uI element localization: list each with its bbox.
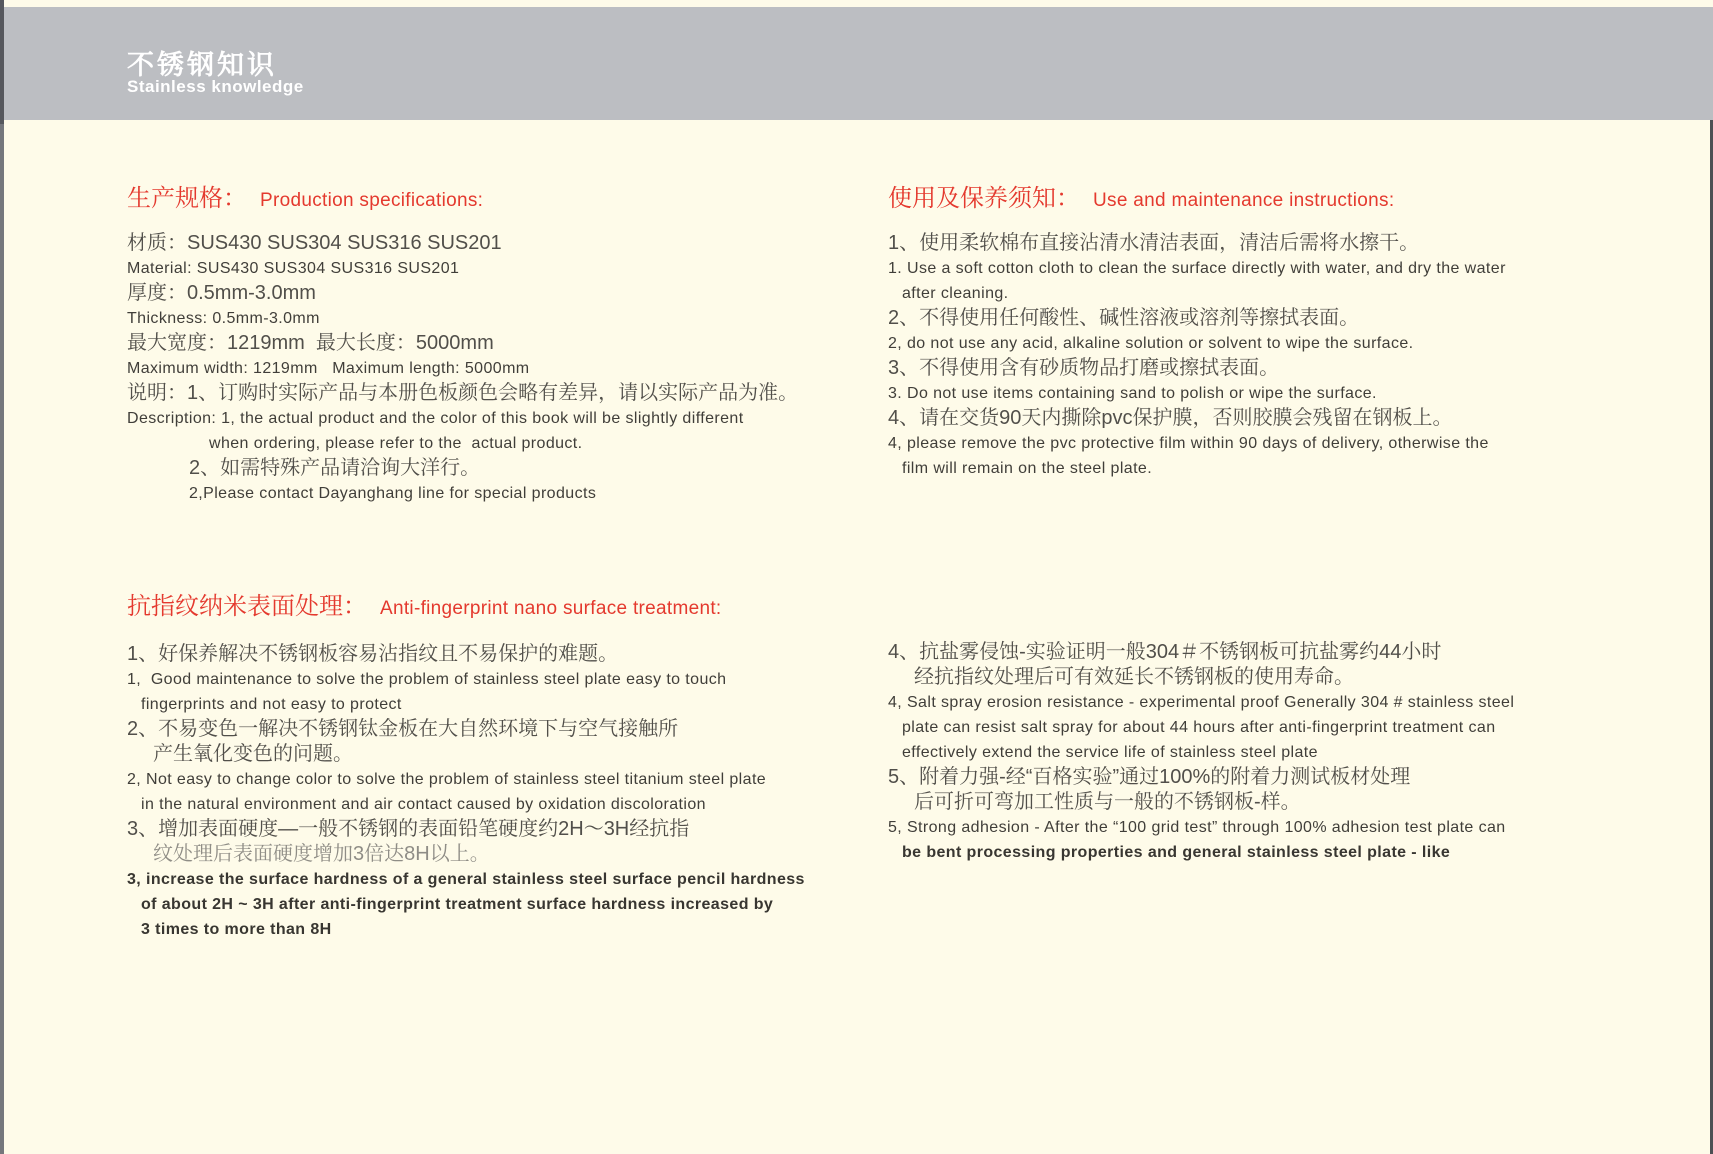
text-line: 3、不得使用含有砂质物品打磨或擦拭表面。 [888,357,1280,379]
section-production-specifications [127,184,798,506]
text-line: 1、好保养解决不锈钢板容易沾指纹且不易保护的难题。 [127,643,619,665]
text-line: film will remain on the steel plate. [902,460,1153,477]
section-use-maintenance [888,184,1506,481]
text-line: 产生氧化变色的问题。 [153,743,353,765]
text-line: Maximum width: 1219mm Maximum length: 5000mm [127,360,530,377]
text-line: 4、请在交货90天内撕除pvc保护膜，否则胶膜会残留在钢板上。 [888,407,1453,429]
text-line: in the natural environment and air contact caused by oxidation discoloration [141,796,706,813]
text-line: of about 2H ~ 3H after anti-fingerprint treatment surface hardness increased by [141,896,774,913]
text-line: 厚度：0.5mm-3.0mm [127,282,316,304]
page-header [4,7,1713,120]
text-line: 最大宽度：1219mm 最大长度：5000mm [127,332,494,354]
text-line: after cleaning. [902,285,1009,302]
text-line: 1. Use a soft cotton cloth to clean the surface directly with water, and dry the water [888,260,1506,277]
section-heading-zh: 使用及保养须知： [888,185,1080,212]
section-heading-en: Anti-fingerprint nano surface treatment: [380,598,722,619]
section-heading-zh: 抗指纹纳米表面处理： [127,593,367,620]
text-line: fingerprints and not easy to protect [141,696,402,713]
text-line: Material: SUS430 SUS304 SUS316 SUS201 [127,260,460,277]
text-line: Thickness: 0.5mm-3.0mm [127,310,320,327]
text-line: plate can resist salt spray for about 44 hours after anti-fingerprint treatment can [902,719,1496,736]
text-line: 1、使用柔软棉布直接沾清水清洁表面，清洁后需将水擦干。 [888,232,1420,254]
text-line: when ordering, please refer to the actual product. [209,435,583,452]
header-title-zh: 不锈钢知识 [127,50,277,80]
section-heading-zh: 生产规格： [127,185,247,212]
section-body [888,231,1506,481]
text-line: Description: 1, the actual product and the color of this book will be slightly different [127,410,744,427]
text-line: 5, Strong adhesion - After the “100 grid test” through 100% adhesion test plate can [888,819,1506,836]
text-line: effectively extend the service life of stainless steel plate [902,744,1318,761]
section-body [127,642,805,942]
text-line: 3. Do not use items containing sand to polish or wipe the surface. [888,385,1377,402]
text-line: be bent processing properties and general stainless steel plate - like [902,844,1451,861]
text-line: 3、增加表面硬度—一般不锈钢的表面铅笔硬度约2H～3H经抗指 [127,818,690,840]
section-anti-fingerprint-continued [888,640,1514,865]
section-heading-en: Use and maintenance instructions: [1093,190,1395,211]
text-line: 4、抗盐雾侵蚀-实验证明一般304＃不锈钢板可抗盐雾约44小时 [888,641,1442,663]
text-line: 2, do not use any acid, alkaline solution or solvent to wipe the surface. [888,335,1414,352]
section-heading [127,184,798,214]
text-line: 3 times to more than 8H [141,921,332,938]
section-anti-fingerprint [127,592,805,942]
text-line: 2、如需特殊产品请洽询大洋行。 [189,457,481,479]
top-edge-strip [0,0,1713,7]
header-title-en: Stainless knowledge [127,77,304,96]
section-heading [127,592,805,622]
text-line: 2、不易变色一解决不锈钢钛金板在大自然环境下与空气接触所 [127,718,679,740]
text-line: 经抗指纹处理后可有效延长不锈钢板的使用寿命。 [914,666,1354,688]
text-line: 4, please remove the pvc protective film within 90 days of delivery, otherwise the [888,435,1489,452]
text-line: 5、附着力强-经“百格实验”通过100%的附着力测试板材处理 [888,766,1411,788]
section-body [127,231,798,506]
text-line: 后可折可弯加工性质与一般的不锈钢板-样。 [914,791,1301,813]
text-line: 1, Good maintenance to solve the problem of stainless steel plate easy to touch [127,671,727,688]
text-line: 2,Please contact Dayanghang line for special products [189,485,597,502]
text-line: 3, increase the surface hardness of a general stainless steel surface pencil hardness [127,871,805,888]
section-heading [888,184,1506,214]
section-body [888,640,1514,865]
section-heading-en: Production specifications: [260,190,484,211]
left-edge-strip-dark-cap [0,0,4,124]
text-line: 纹处理后表面硬度增加3倍达8H以上。 [153,843,490,865]
text-line: 2、不得使用任何酸性、碱性溶液或溶剂等擦拭表面。 [888,307,1360,329]
text-line: 4, Salt spray erosion resistance - experimental proof Generally 304 # stainless steel [888,694,1515,711]
text-line: 2, Not easy to change color to solve the problem of stainless steel titanium steel plate [127,771,767,788]
left-edge-strip [0,0,4,1154]
text-line: 材质：SUS430 SUS304 SUS316 SUS201 [127,232,502,254]
text-line: 说明：1、订购时实际产品与本册色板颜色会略有差异，请以实际产品为准。 [127,382,799,404]
